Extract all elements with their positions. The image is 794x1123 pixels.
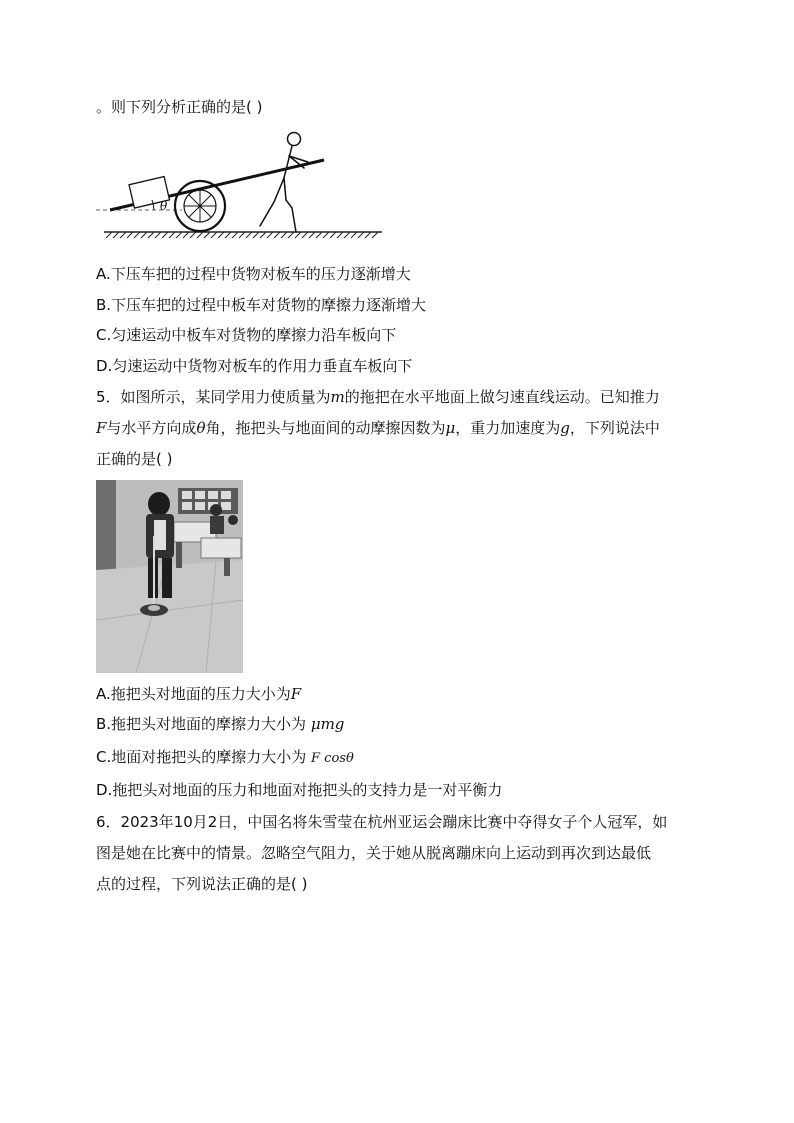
q5-stem-line3: 正确的是( ) bbox=[96, 450, 173, 468]
q5-stem-line1 bbox=[96, 387, 660, 407]
g-symbol: g bbox=[560, 419, 570, 437]
ground-hatching bbox=[106, 232, 378, 238]
q5-text-2: 的拖把在水平地面上做匀速直线运动。已知推力 bbox=[344, 388, 660, 406]
q5-option-c bbox=[96, 747, 354, 769]
q6-stem-line2: 图是她在比赛中的情景。忽略空气阻力，关于她从脱离蹦床向上运动到再次到达最低 bbox=[96, 844, 652, 862]
q5-text-6: ，下列说法中 bbox=[569, 419, 660, 437]
q5-option-b bbox=[96, 714, 344, 734]
mop-photo bbox=[96, 480, 243, 673]
q5-text-1: 5．如图所示，某同学用力使质量为 bbox=[96, 388, 331, 406]
q4-option-a: A.下压车把的过程中货物对板车的压力逐渐增大 bbox=[96, 265, 411, 283]
q5-option-b-text: B.拖把头对地面的摩擦力大小为 bbox=[96, 715, 311, 733]
cart-figure bbox=[96, 128, 386, 240]
force-symbol: F bbox=[96, 419, 107, 437]
q5-option-a-math: F bbox=[290, 685, 302, 703]
q5-option-a bbox=[96, 684, 301, 704]
q5-option-c-text: C.地面对拖把头的摩擦力大小为 bbox=[96, 748, 312, 766]
mu-symbol: μ bbox=[445, 419, 456, 437]
q5-stem-line2 bbox=[96, 418, 660, 438]
q4-stem-tail: 。则下列分析正确的是( ) bbox=[96, 98, 263, 116]
q5-text-4: 角，拖把头与地面间的动摩擦因数为 bbox=[205, 419, 446, 437]
q6-stem-line3: 点的过程，下列说法正确的是( ) bbox=[96, 875, 308, 893]
q5-option-a-text: A.拖把头对地面的压力大小为 bbox=[96, 685, 291, 703]
q5-option-b-math: μmg bbox=[310, 715, 345, 733]
person-figure bbox=[260, 133, 308, 233]
q5-text-3: 与水平方向成 bbox=[106, 419, 197, 437]
q5-option-c-math: F cosθ bbox=[311, 751, 354, 766]
q5-option-d: D.拖把头对地面的压力和地面对拖把头的支持力是一对平衡力 bbox=[96, 781, 503, 799]
q5-text-5: ，重力加速度为 bbox=[455, 419, 561, 437]
angle-label: θ bbox=[160, 199, 168, 213]
theta-symbol: θ bbox=[196, 419, 206, 437]
q4-option-c: C.匀速运动中板车对货物的摩擦力沿车板向下 bbox=[96, 326, 397, 344]
q4-option-b: B.下压车把的过程中板车对货物的摩擦力逐渐增大 bbox=[96, 296, 427, 314]
q4-option-d: D.匀速运动中货物对板车的作用力垂直车板向下 bbox=[96, 357, 413, 375]
q6-stem-line1: 6．2023年10月2日，中国名将朱雪莹在杭州亚运会蹦床比赛中夺得女子个人冠军，如 bbox=[96, 813, 668, 831]
mass-symbol: m bbox=[330, 388, 345, 406]
